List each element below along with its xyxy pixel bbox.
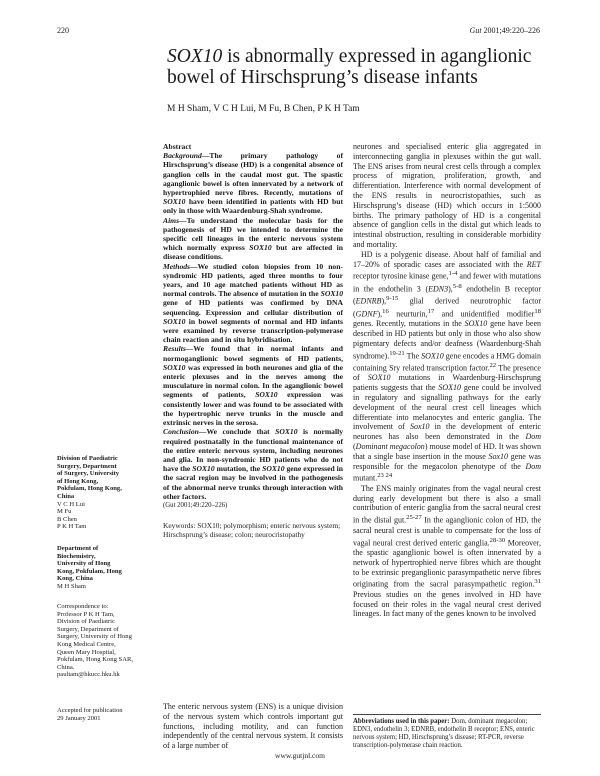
abstract-methods: Methods—We studied colon biopsies from 10 non-syndromic HD patients, aged three months to four years, and 10 age matched patients without HD as normal controls. The absence of mutation in the SOX10 gene of HD patients was confirmed by DNA sequencing. Expression and cellular distribution of SOX10 in bowel segments of normal and HD infants were examined by reverse transcription-polymerase chain reaction and in situ hybridisation. — [163, 261, 343, 345]
abstract-column — [163, 142, 343, 539]
affiliation-1-name: Division of Paediatric Surgery, Department of Surgery, University of Hong Kong, Pokfulam, Hong Kong, China — [57, 455, 122, 500]
abbreviations-text: Dom, dominant megacolon; EDN3, endothelin 3; EDNRB, endothelin B receptor; ENS, enteric nervous system; HD, Hirschsprung’s disease; RT-PCR, reverse transcription-polymerase chain reaction. — [353, 718, 535, 749]
affiliation-2-people: M H Sham — [57, 582, 86, 590]
body-paragraph-1: neurones and specialised enteric glia aggregated in interconnecting ganglia in plexuses within the gut wall. The ENS arises from neural crest cells through a complex process of migration, proliferation, growth, and differentiation. Interference with normal development of the ENS results in neurocristopathies, such as Hirschsprung’s disease (HD) which occurs in 1:5000 births. The primary pathology of HD is a congenital absence of ganglion cells in the distal gut which leads to intestinal obstruction, resulting in considerable morbidity and mortality. — [353, 142, 541, 249]
journal-name: Gut — [469, 26, 482, 35]
page-number: 220 — [57, 26, 69, 35]
body-paragraph-2: HD is a polygenic disease. About half of familial and 17–20% of sporadic cases are associated with the RET receptor tyrosine kinase gene,$^{1-4}$ and fewer with mutations in the endothelin 3 (EDN3),$^{5-8}$ endothelin B receptor (EDNRB),$^{9-15}$ glial derived neurotrophic factor (GDNF),$^{16}$ neurturin,$^{17}$ and unidentified modifier$^{18}$ genes. Recently, mutations in the SOX10 gene have been described in HD patients but only in those who also show pigmentary defects and/or deafness (Waardenburg-Shah syndrome).$^{19-21}$ The SOX10 gene encodes a HMG domain containing Sry related transcription factor.$^{22}$ The presence of SOX10 mutations in Waardenburg-Hirschsprung patients suggests that the SOX10 gene could be involved in regulatory and signalling pathways for the early development of the neural crest cell lineages which differentiate into melanocytes and enteric ganglia. The involvement of Sox10 in the development of enteric neurones has also been demonstrated in the Dom (Dominant megacolon) mouse model of HD. It was shown that a single base insertion in the mouse Sox10 gene was responsible for the megacolon phenotype of the Dom mutant.$^{23 24}$ — [353, 249, 542, 484]
body-column — [353, 142, 541, 619]
abstract-aims: Aims—To understand the molecular basis for the pathogenesis of HD we intended to determine the specific cell lineages in the enteric nervous system which normally express SOX10 but are affected in disease conditions. — [163, 215, 343, 262]
journal-citation: 2001;49:220–226 — [483, 26, 540, 35]
title-gene: SOX10 — [167, 46, 223, 67]
affiliation-2-name: Department of Biochemistry, University of Hong Kong, Pokfulam, Hong Kong, China — [57, 545, 122, 583]
running-head — [470, 26, 540, 35]
abstract-citation: (Gut 2001;49:220–226) — [163, 501, 228, 509]
abstract-heading: Abstract — [163, 142, 192, 151]
intro-paragraph: The enteric nervous system (ENS) is a unique division of the nervous system which controls important gut functions, including motility, and can function independently of the central nervous system. It consists of a large number of — [163, 702, 343, 751]
affiliation-2 — [57, 545, 153, 591]
abstract-results: Results—We found that in normal infants and normoganglionic bowel segments of HD patients, SOX10 was expressed in both neurones and glia of the enteric plexuses and in the nerves among the musculature in normal colon. In the aganglionic bowel segments of patients, SOX10 expression was consistently lower and was found to be associated with the hypertrophic nerve trunks in the muscle and extrinsic nerves in the serosa. — [163, 344, 343, 428]
body-paragraph-3: The ENS mainly originates from the vagal neural crest during early development but there is also a small contribution of enteric ganglia from the sacral neural crest in the distal gut.$^{25-27}$ In the aganglionic colon of HD, the sacral neural crest is unable to compensate for the loss of vagal neural crest derived enteric ganglia.$^{28-30}$ Moreover, the spastic aganglionic bowel is often innervated by a network of hypertrophied nerve fibres which are thought to be extrinsic preganglionic parasympathetic nerve fibres originating from the sacral parasympathetic region.$^{31}$ Previous studies on the genes involved in HD have focused on their roles in the vagal neural crest derived lineages. In fact many of the genes known to be involved — [353, 483, 541, 619]
abstract — [163, 142, 343, 510]
affiliation-1 — [57, 455, 153, 531]
title-rest: is abnormally expressed in aganglionic bowel of Hirschsprung’s disease infants — [167, 46, 532, 88]
abbreviations-label: Abbreviations used in this paper: — [353, 718, 450, 725]
affiliation-1-people: V C H Lui M Fu B Chen P K H Tam — [57, 500, 87, 531]
correspondence: Correspondence to: Professor P K H Tam, Division of Paediatric Surgery, Department of Surgery, University of Hong Kong Medical Centre, Queen Mary Hospital, Pokfulam, Hong Kong SAR, China. paultam@hkucc.hku.hk — [57, 603, 134, 679]
footer-url[interactable]: www.gutjnl.com — [275, 751, 325, 760]
article-title — [167, 46, 567, 88]
abstract-background: Background—The primary pathology of Hirschsprung’s disease (HD) is a congenital absence of ganglion cells in the caudal most gut. The spastic aganglionic bowel is often innervated by a network of hypertrophied nerve fibres. Recently, mutations of SOX10 have been identified in patients with HD but only in those with Waardenburg-Shah syndrome. — [163, 151, 343, 216]
author-list: M H Sham, V C H Lui, M Fu, B Chen, P K H Tam — [167, 104, 360, 114]
abstract-conclusion: Conclusion—We conclude that SOX10 is normally required postnatally in the functional maintenance of the entire enteric nervous system, including neurones and glia. In non-syndromic HD patients who do not have the SOX10 mutation, the SOX10 gene expressed in the sacral region may be involved in the pathogenesis of the abnormal nerve trunks through interaction with other factors. — [163, 427, 344, 501]
keywords: Keywords: SOX10; polymorphism; enteric nervous system; Hirschsprung’s disease; colon; neurocristopathy — [163, 521, 341, 539]
accepted-date: Accepted for publication 29 January 2001 — [57, 707, 123, 722]
abbreviations-box — [353, 714, 541, 750]
